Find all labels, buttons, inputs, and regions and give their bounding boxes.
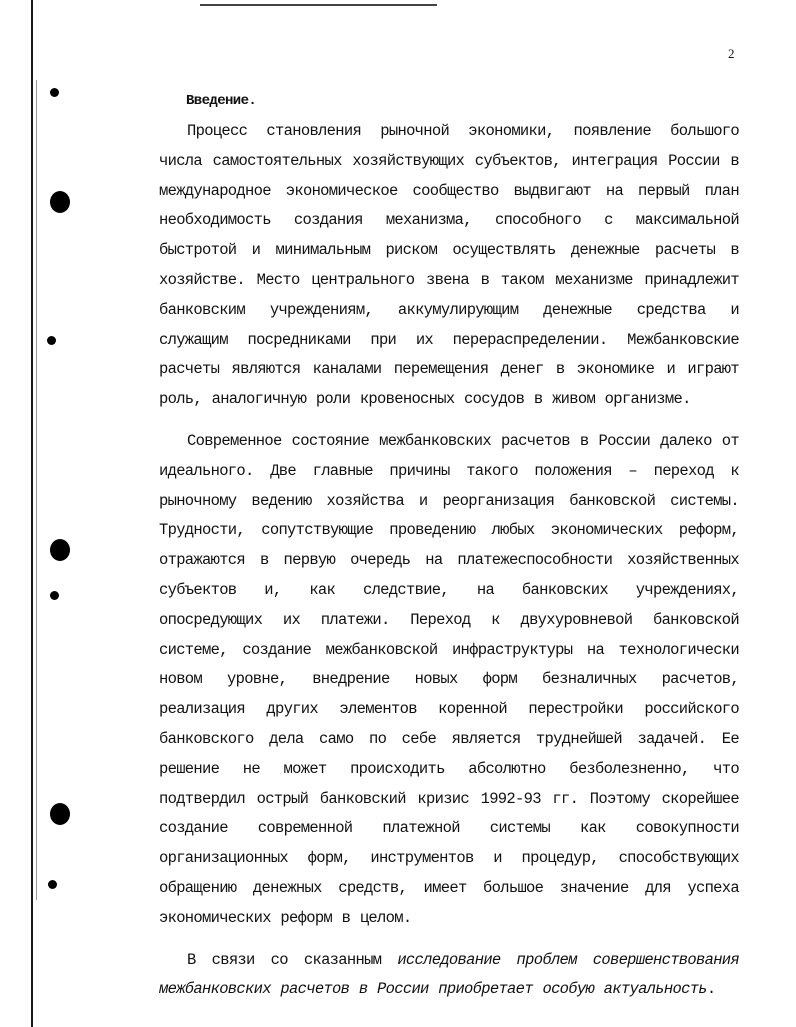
punch-hole-mark (47, 336, 56, 345)
punch-hole-mark (48, 880, 57, 889)
closing-end: . (706, 980, 716, 999)
page-number: 2 (728, 46, 735, 61)
top-rule (200, 4, 437, 6)
closing-paragraph (159, 946, 739, 1006)
punch-hole (50, 539, 70, 561)
punch-hole-mark (50, 88, 59, 97)
punch-hole-mark (50, 591, 59, 600)
body-text (159, 117, 739, 1017)
section-heading: Введение. (186, 93, 257, 109)
closing-lead: В связи со сказанным (187, 950, 398, 969)
paragraph: Современное состояние межбанковских расчетов в России далеко от идеального. Две главные причины такого положения – переход к рыночному ведению хозяйства и реорганизация банковской системы. Трудности, сопутствующие проведению любых экономических реформ, отражаются в первую очередь на платежеспособности хозяйственных субъектов и, как следствие, на банковских учреждениях, опосредующих их платежи. Переход к двухуровневой банковской системе, создание межбанковской инфраструктуры на технологически новом уровне, внедрение новых форм безналичных расчетов, реализация других элементов коренной перестройки российского банковского дела само по себе является труднейшей задачей. Ее решение не может происходить абсолютно безболезненно, что подтвердил острый банковский кризис 1992-93 гг. Поэтому скорейшее создание современной платежной системы как совокупности организационных форм, инструментов и процедур, способствующих обращению денежных средств, имеет большое значение для успеха экономических реформ в целом. (159, 431, 739, 927)
punch-hole (50, 803, 70, 825)
binding-edge-line (31, 0, 33, 1027)
binding-shadow-line (36, 80, 37, 900)
closing-emphasis: исследование проблем совершенствования межбанковских расчетов в России приобретает особую актуальность (159, 950, 740, 999)
punch-hole (50, 191, 70, 213)
paragraph: Процесс становления рыночной экономики, появление большого числа самостоятельных хозяйствующих субъектов, интеграция России в международное экономическое сообщество выдвигают на первый план необходимость создания механизма, способного с максимальной быстротой и минимальным риском осуществлять денежные расчеты в хозяйстве. Место центрального звена в таком механизме принадлежит банковским учреждениям, аккумулирующим денежные средства и служащим посредниками при их перераспределении. Межбанковские расчеты являются каналами перемещения денег в экономике и играют роль, аналогичную роли кровеносных сосудов в живом организме. (159, 122, 739, 409)
